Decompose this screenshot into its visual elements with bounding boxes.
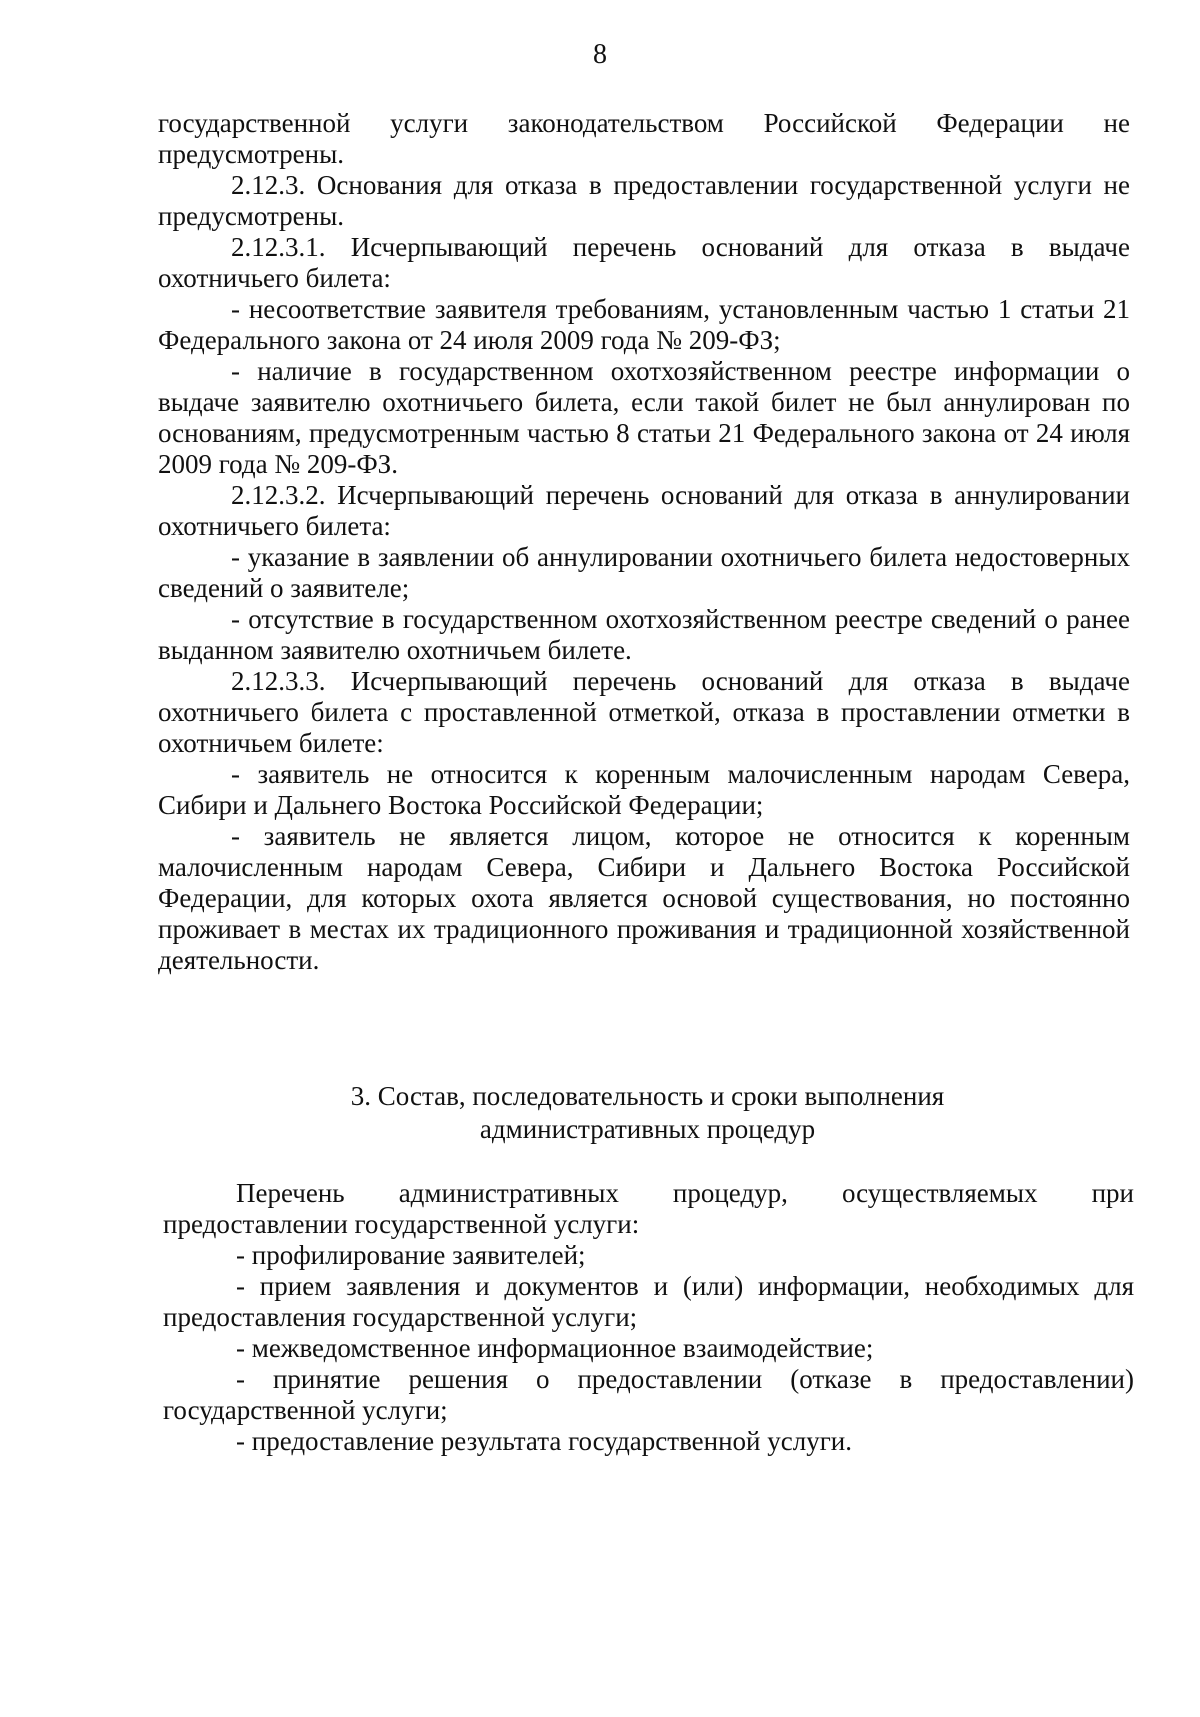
- list-item: - предоставление результата государственной услуги.: [236, 1426, 852, 1456]
- list-item: - заявитель не является лицом, которое не относится к коренным малочисленным народам Севера, Сибири и Дальнего Востока Российской Федерации, для которых охота является основой существования, но постоянно проживает в местах их традиционного проживания и традиционной хозяйственной деятельности.: [158, 821, 1130, 975]
- paragraph-procedures-intro: Перечень административных процедур, осуществляемых при предоставлении государственной услуги:: [163, 1178, 1134, 1239]
- list-item: - указание в заявлении об аннулировании охотничьего билета недостоверных сведений о заявителе;: [158, 542, 1130, 603]
- list-item: - принятие решения о предоставлении (отказе в предоставлении) государственной услуги;: [163, 1364, 1134, 1425]
- paragraph-2-12-3: 2.12.3. Основания для отказа в предоставлении государственной услуги не предусмотрены.: [158, 170, 1130, 231]
- list-item: - наличие в государственном охотхозяйственном реестре информации о выдаче заявителю охотничьего билета, если такой билет не был аннулирован по основаниям, предусмотренным частью 8 статьи 21 Федерального закона от 24 июля 2009 года № 209-ФЗ.: [158, 356, 1130, 479]
- paragraph-2-12-3-3: 2.12.3.3. Исчерпывающий перечень оснований для отказа в выдаче охотничьего билета с проставленной отметкой, отказа в проставлении отметки в охотничьем билете:: [158, 666, 1130, 758]
- list-item: - отсутствие в государственном охотхозяйственном реестре сведений о ранее выданном заявителю охотничьем билете.: [158, 604, 1130, 665]
- page-number: 8: [593, 39, 607, 70]
- section-3-heading: [160, 1080, 1135, 1146]
- section-3-body: [163, 1178, 1134, 1457]
- list-item: - межведомственное информационное взаимодействие;: [236, 1333, 874, 1363]
- list-item: - профилирование заявителей;: [236, 1240, 586, 1270]
- paragraph-2-12-3-2: 2.12.3.2. Исчерпывающий перечень оснований для отказа в аннулировании охотничьего билета:: [158, 480, 1130, 541]
- section-3-heading-line-1: 3. Состав, последовательность и сроки выполнения: [350, 1081, 945, 1111]
- section-2-body: [158, 108, 1130, 976]
- list-item: - несоответствие заявителя требованиям, установленным частью 1 статьи 21 Федерального закона от 24 июля 2009 года № 209-ФЗ;: [158, 294, 1130, 355]
- paragraph-2-12-3-1: 2.12.3.1. Исчерпывающий перечень оснований для отказа в выдаче охотничьего билета:: [158, 232, 1130, 293]
- section-3-heading-line-2: административных процедур: [479, 1114, 816, 1144]
- paragraph-continuation: государственной услуги законодательством Российской Федерации не предусмотрены.: [158, 108, 1130, 169]
- list-item: - прием заявления и документов и (или) информации, необходимых для предоставления государственной услуги;: [163, 1271, 1134, 1332]
- list-item: - заявитель не относится к коренным малочисленным народам Севера, Сибири и Дальнего Востока Российской Федерации;: [158, 759, 1130, 820]
